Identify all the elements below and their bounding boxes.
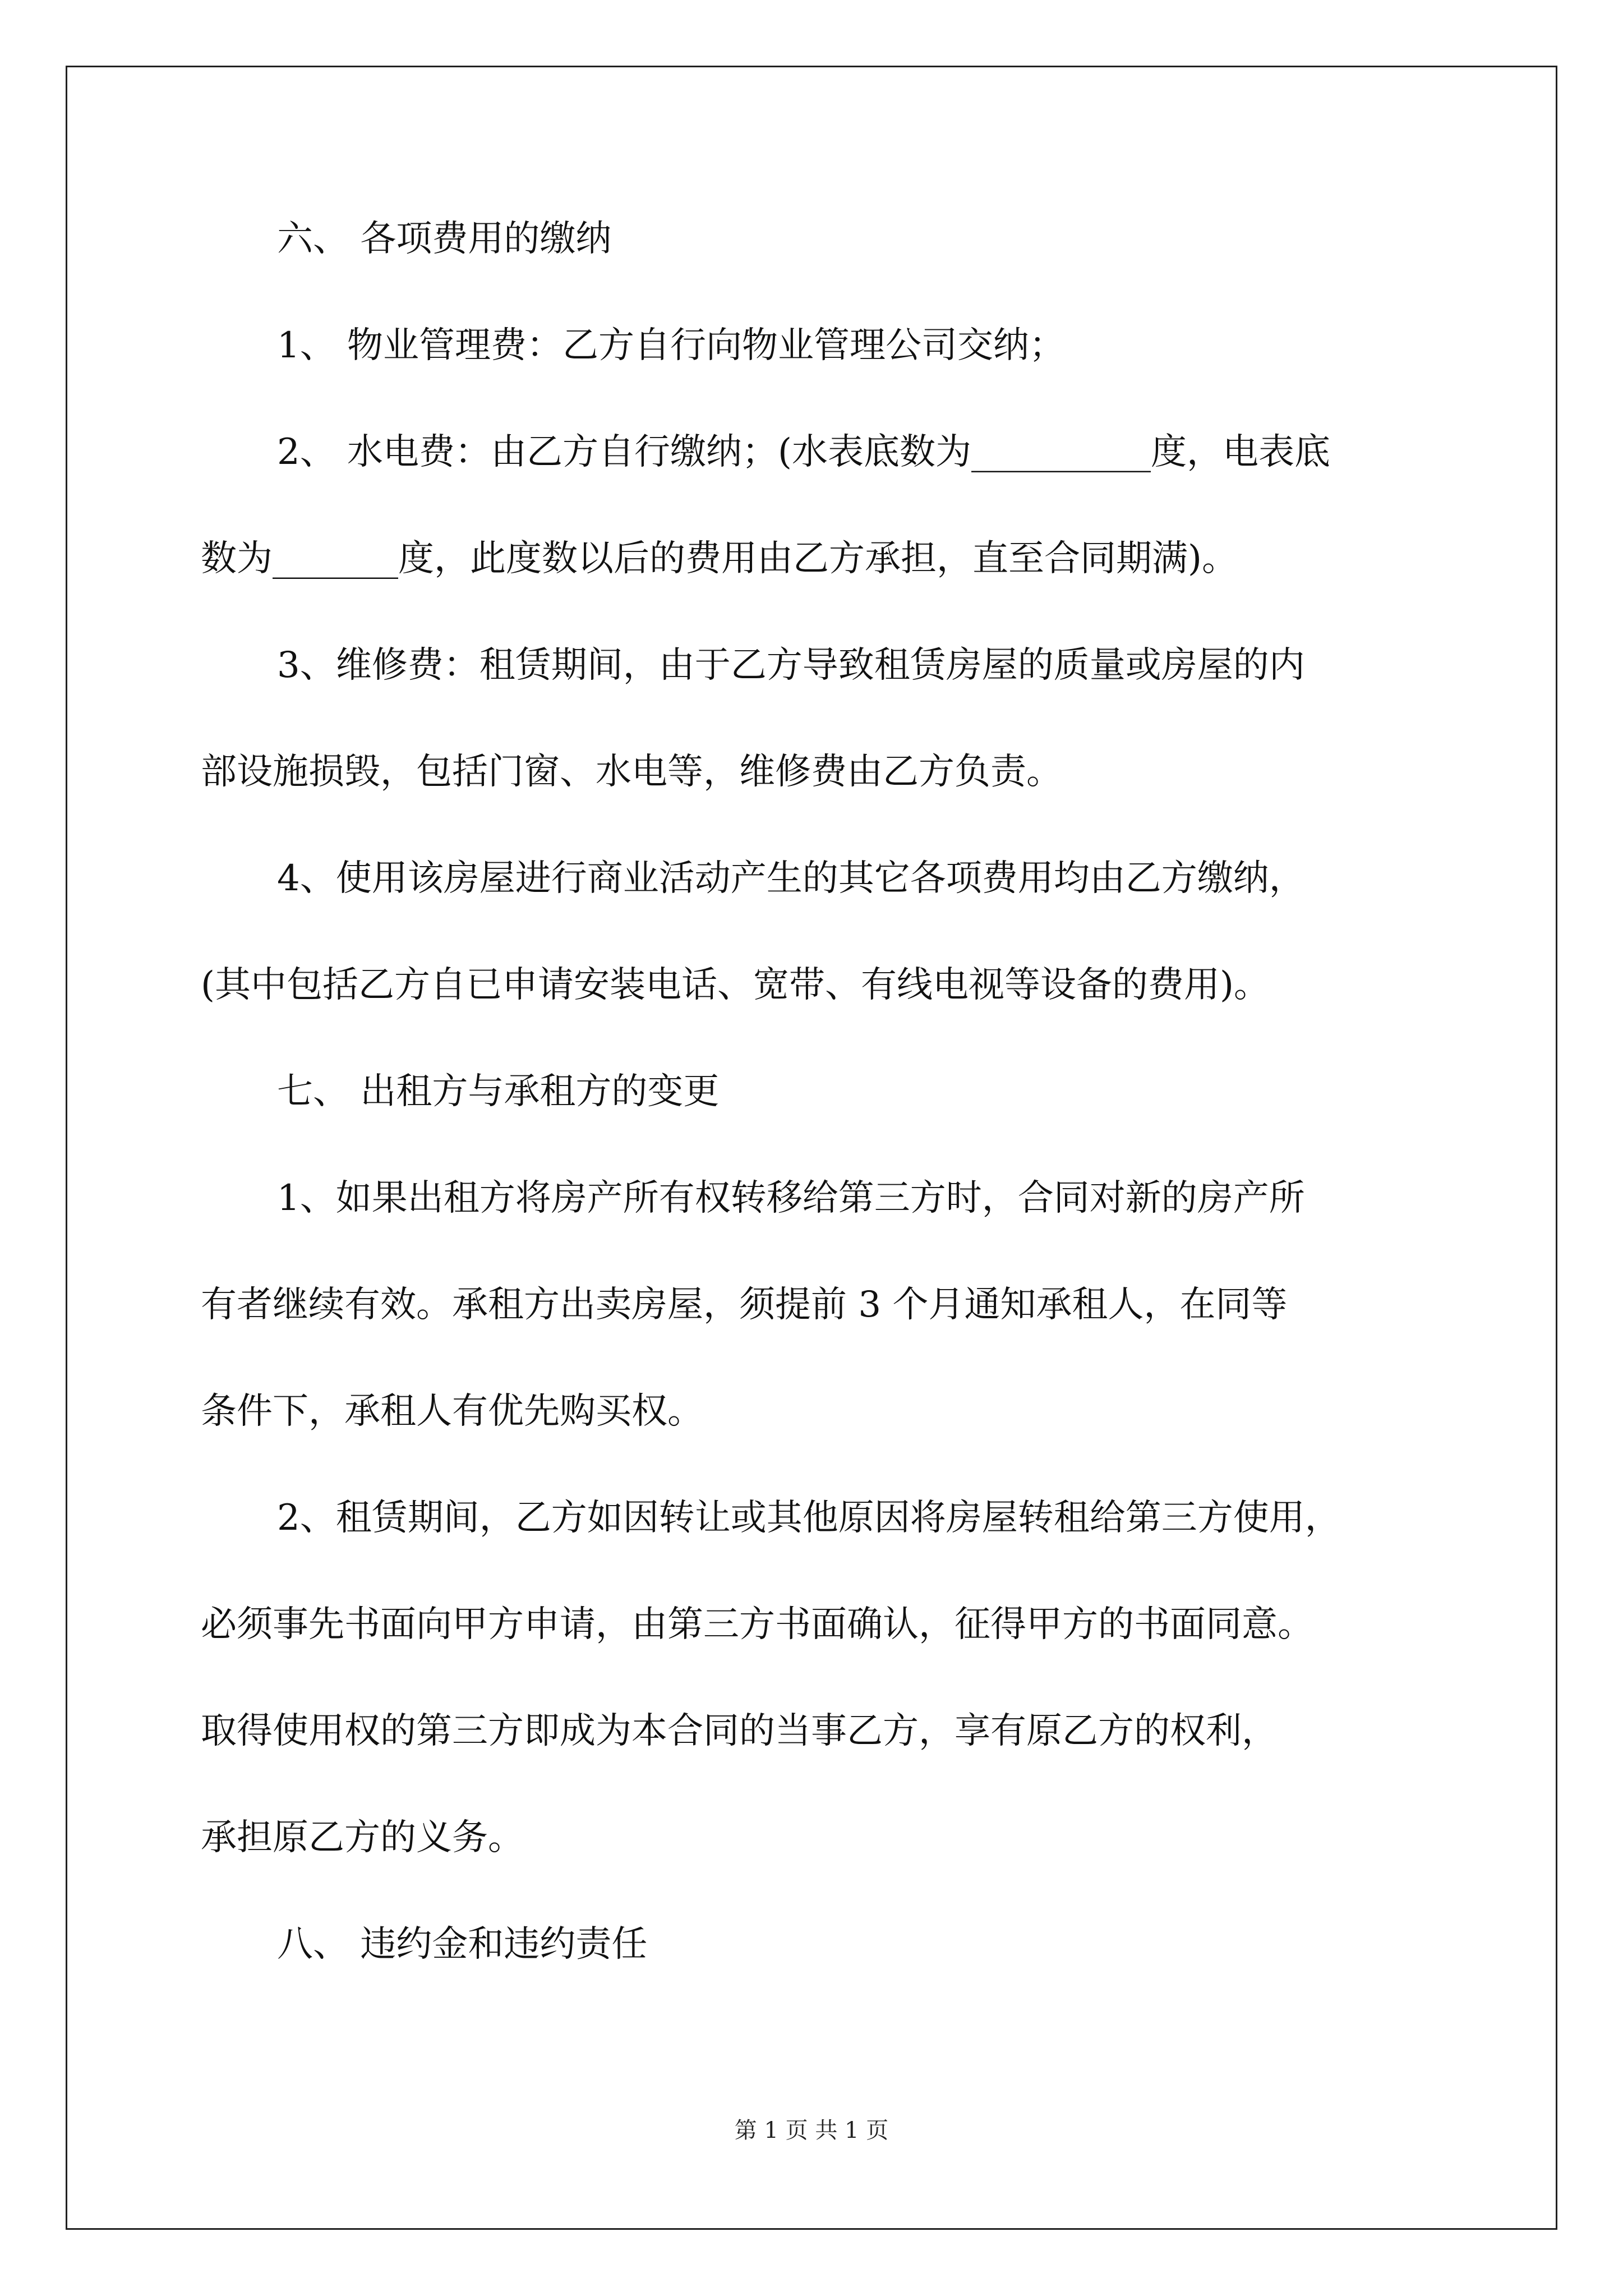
clause-6-3-line-2: 部设施损毁，包括门窗、水电等，维修费由乙方负责。 xyxy=(201,751,1062,793)
clause-7-2-line-4: 承担原乙方的义务。 xyxy=(201,1817,524,1858)
clause-6-4-line-2: (其中包括乙方自已申请安装电话、宽带、有线电视等设备的费用)。 xyxy=(201,964,1270,1006)
clause-6-2-line-2: 数为_______度，此度数以后的费用由乙方承担，直至合同期满)。 xyxy=(201,538,1238,579)
section-heading-7: 七、 出租方与承租方的变更 xyxy=(277,1071,720,1112)
clause-7-1-line-1: 1、如果出租方将房产所有权转移给第三方时，合同对新的房产所 xyxy=(277,1177,1305,1219)
clause-6-4-line-1: 4、使用该房屋进行商业活动产生的其它各项费用均由乙方缴纳， xyxy=(277,858,1305,899)
page-border xyxy=(66,66,1557,2230)
clause-7-1-line-3: 条件下，承租人有优先购买权。 xyxy=(201,1391,703,1432)
clause-6-1: 1、 物业管理费：乙方自行向物业管理公司交纳； xyxy=(277,325,1066,366)
clause-6-2-line-1: 2、 水电费：由乙方自行缴纳；(水表底数为__________度，电表底 xyxy=(277,431,1331,473)
page-footer: 第 1 页 共 1 页 xyxy=(734,2118,889,2143)
clause-7-2-line-1: 2、租赁期间，乙方如因转让或其他原因将房屋转租给第三方使用， xyxy=(277,1497,1341,1539)
clause-7-2-line-2: 必须事先书面向甲方申请，由第三方书面确认，征得甲方的书面同意。 xyxy=(201,1604,1313,1645)
section-heading-6: 六、 各项费用的缴纳 xyxy=(277,218,612,260)
clause-6-3-line-1: 3、维修费：租赁期间，由于乙方导致租赁房屋的质量或房屋的内 xyxy=(277,645,1305,686)
clause-7-2-line-3: 取得使用权的第三方即成为本合同的当事乙方，享有原乙方的权利， xyxy=(201,1710,1278,1752)
section-heading-8: 八、 违约金和违约责任 xyxy=(277,1924,648,1965)
clause-7-1-line-2: 有者继续有效。承租方出卖房屋，须提前 3 个月通知承租人，在同等 xyxy=(201,1284,1288,1326)
